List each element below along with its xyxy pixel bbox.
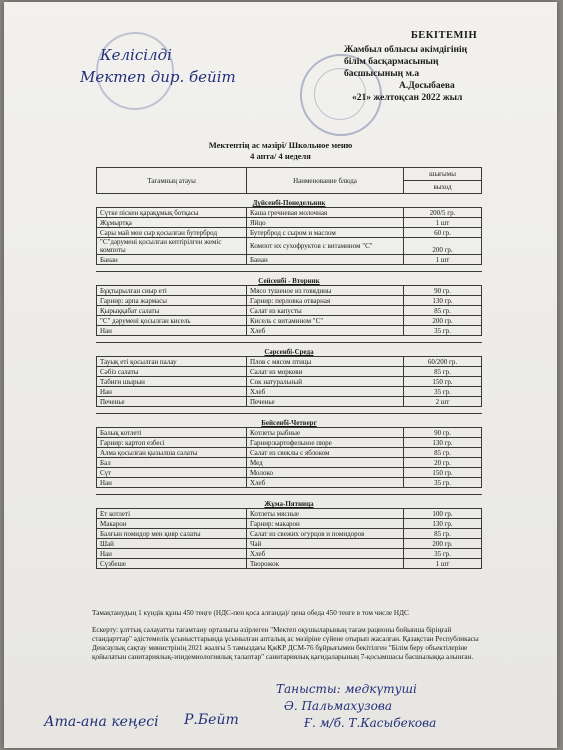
menu-table [96, 167, 482, 569]
table-row [97, 478, 482, 488]
dish-name-ru: Творожок [247, 559, 404, 569]
dish-yield: 1 шт [404, 255, 482, 265]
spacer-cell [97, 336, 482, 343]
table-row [97, 296, 482, 306]
dish-name-kz: Сүзбеше [97, 559, 247, 569]
dish-yield: 85 гр. [404, 529, 482, 539]
dish-name-kz: Гарнир: картоп езбесі [97, 438, 247, 448]
dish-name-kz: Қырыққабат салаты [97, 306, 247, 316]
dish-name-kz: Нан [97, 478, 247, 488]
dish-name-kz: Балғын помидор мен қияр салаты [97, 529, 247, 539]
dish-name-ru: Хлеб [247, 478, 404, 488]
table-row [97, 428, 482, 438]
table-row [97, 387, 482, 397]
spacer-cell [97, 488, 482, 495]
dish-name-kz: Банан [97, 255, 247, 265]
table-row [97, 367, 482, 377]
dish-name-ru: Котлеты рыбные [247, 428, 404, 438]
dish-name-kz: Шай [97, 539, 247, 549]
dish-yield: 85 гр. [404, 306, 482, 316]
column-header-name-kz: Тағамның атауы [97, 168, 247, 194]
table-row [97, 549, 482, 559]
dish-yield: 20 гр. [404, 458, 482, 468]
dish-name-kz: Алма қосылған қызылша салаты [97, 448, 247, 458]
dish-name-ru: Гарнир:картофельное пюре [247, 438, 404, 448]
dish-yield: 90 гр. [404, 428, 482, 438]
dish-name-kz: Бұқтырылған сиыр еті [97, 286, 247, 296]
dish-yield: 85 гр. [404, 367, 482, 377]
table-row [97, 326, 482, 336]
dish-name-ru: Чай [247, 539, 404, 549]
dish-yield: 150 гр. [404, 468, 482, 478]
day-name: Сәрсенбі-Среда [97, 343, 482, 357]
table-row [97, 509, 482, 519]
dish-yield: 85 гр. [404, 448, 482, 458]
table-row [97, 316, 482, 326]
dish-name-kz: Балық котлеті [97, 428, 247, 438]
table-row [97, 438, 482, 448]
menu-title-line1: Мектептің ас мәзірі/ Школьное меню [208, 140, 353, 150]
table-row [97, 228, 482, 238]
day-header-row [97, 414, 482, 428]
menu-title [4, 140, 557, 162]
day-name: Сейсенбі - Вторник [97, 272, 482, 286]
dish-name-ru: Банан [247, 255, 404, 265]
dish-name-kz: Бал [97, 458, 247, 468]
day-header-row [97, 495, 482, 509]
dish-name-ru: Гарнир: макарон [247, 519, 404, 529]
dish-name-ru: Мед [247, 458, 404, 468]
dish-yield: 35 гр. [404, 549, 482, 559]
table-row [97, 208, 482, 218]
dish-yield: 200 гр. [404, 539, 482, 549]
dish-name-ru: Бутерброд с сыром и маслом [247, 228, 404, 238]
day-header-row [97, 343, 482, 357]
dish-name-kz: Ет котлеті [97, 509, 247, 519]
approval-title: БЕКІТЕМІН [410, 30, 478, 41]
day-spacer [97, 336, 482, 343]
dish-yield: 130 гр. [404, 438, 482, 448]
document-page [4, 2, 557, 748]
signature-acquainted: Танысты: медкүтуші [276, 682, 417, 696]
day-name: Дүйсенбі-Понедельник [97, 194, 482, 208]
approval-line2: білім басқармасының [344, 57, 439, 67]
spacer-cell [97, 407, 482, 414]
dish-name-ru: Кисель с витамином "С" [247, 316, 404, 326]
regulation-note: Ескерту: ұлттық салауатты тағамтану орталығы әзірлеген "Мектеп оқушыларының тағам рационы бойынша біріңғай стандарттар" әдістемелік ұсынысттарында ұсынылған апталық ас мәзіріне сүйене отырып жасалған. Қазақстан Республикасы Денсаулық сақтау министрінің 2021 жылғы 5 тамыздағы ҚжКР ДСМ-76 бұйрығымен бекітілген "Білім беру объектілеріне қойылатын санитариялық-эпидемиологиялық талаптар" санитариялық қағидаларының 7-қосымшасы басшылыққа алынған. [92, 626, 479, 661]
table-row [97, 448, 482, 458]
dish-name-ru: Салат из капусты [247, 306, 404, 316]
signature-agreed: Келісілді [100, 46, 172, 64]
day-spacer [97, 407, 482, 414]
dish-name-kz: Нан [97, 549, 247, 559]
dish-name-ru: Компот их сухофруктов с витамином "С" [247, 238, 404, 255]
dish-name-kz: "С"дәрумені қосылған кептірілген жеміс компоты [97, 238, 247, 255]
signature-parent: Р.Бейт [184, 712, 239, 728]
dish-name-ru: Печенье [247, 397, 404, 407]
column-header-yield-bottom: выход [404, 181, 482, 194]
table-row [97, 458, 482, 468]
column-header-name-ru: Наименование блюда [247, 168, 404, 194]
dish-name-kz: Сары май мен сыр қосылған бутерброд [97, 228, 247, 238]
column-header-yield-top: шығымы [404, 168, 482, 181]
approval-block [344, 30, 544, 104]
menu-title-line2: 4 апта/ 4 неделя [250, 151, 311, 161]
table-row [97, 218, 482, 228]
dish-name-kz: Гарнир: арпа жармасы [97, 296, 247, 306]
dish-name-ru: Яйцо [247, 218, 404, 228]
dish-name-kz: Нан [97, 326, 247, 336]
dish-name-kz: Макарон [97, 519, 247, 529]
dish-yield: 200/5 гр. [404, 208, 482, 218]
dish-name-kz: Сүт [97, 468, 247, 478]
table-row [97, 377, 482, 387]
dish-name-ru: Молоко [247, 468, 404, 478]
signature-nurse: Ә. Пальмахузова [284, 699, 392, 713]
dish-yield: 130 гр. [404, 519, 482, 529]
day-header-row [97, 272, 482, 286]
table-row [97, 529, 482, 539]
dish-yield: 35 гр. [404, 326, 482, 336]
approval-date: «21» желтоқсан 2022 жыл [352, 93, 463, 103]
table-row [97, 357, 482, 367]
dish-name-kz: "С" дәрумені қосылған кисель [97, 316, 247, 326]
table-row [97, 559, 482, 569]
signature-stamp-place: Ғ. м/б. Т.Касыбекова [304, 716, 437, 730]
table-row [97, 255, 482, 265]
dish-yield: 100 гр. [404, 509, 482, 519]
dish-name-kz: Сәбіз салаты [97, 367, 247, 377]
day-name: Бейсенбі-Четверг [97, 414, 482, 428]
day-spacer [97, 488, 482, 495]
dish-yield: 130 гр. [404, 296, 482, 306]
dish-yield: 35 гр. [404, 478, 482, 488]
approval-line3: басшысының м.а [344, 69, 420, 79]
dish-name-ru: Салат из свеклы с яблоком [247, 448, 404, 458]
dish-yield: 35 гр. [404, 387, 482, 397]
table-row [97, 519, 482, 529]
dish-yield: 1 шт [404, 218, 482, 228]
dish-yield: 60 гр. [404, 228, 482, 238]
approval-signer: А.Досыбаева [399, 81, 455, 91]
dish-name-kz: Нан [97, 387, 247, 397]
dish-name-ru: Котлеты мясные [247, 509, 404, 519]
dish-yield: 1 шт [404, 559, 482, 569]
signature-director: Мектеп дир. бейіт [80, 68, 236, 86]
dish-yield: 2 шт [404, 397, 482, 407]
table-row [97, 238, 482, 255]
table-row [97, 397, 482, 407]
day-spacer [97, 265, 482, 272]
day-name: Жұма-Пятница [97, 495, 482, 509]
dish-name-ru: Хлеб [247, 549, 404, 559]
dish-name-kz: Жұмыртқа [97, 218, 247, 228]
dish-yield: 150 гр. [404, 377, 482, 387]
approval-line1: Жамбыл облысы әкімдігінің [344, 45, 468, 55]
day-header-row [97, 194, 482, 208]
dish-yield: 200 гр. [404, 238, 482, 255]
dish-name-ru: Сок натуральный [247, 377, 404, 387]
table-row [97, 306, 482, 316]
dish-name-ru: Мясо тушеное из говядины [247, 286, 404, 296]
table-row [97, 286, 482, 296]
dish-name-ru: Плов с мясом птицы [247, 357, 404, 367]
dish-name-ru: Салат из моркови [247, 367, 404, 377]
dish-name-ru: Каша гречневая молочная [247, 208, 404, 218]
price-note: Тамақтанудың 1 күндік құны 450 теңге (НДС-пен қоса алғанда)/ цена обеда 450 тенге в том числе НДС [92, 609, 409, 617]
table-row [97, 539, 482, 549]
dish-name-kz: Печенье [97, 397, 247, 407]
spacer-cell [97, 265, 482, 272]
dish-name-kz: Сүтке піскен қарақұмық ботқасы [97, 208, 247, 218]
dish-name-kz: Тауық еті қосылған палау [97, 357, 247, 367]
table-row [97, 468, 482, 478]
dish-name-ru: Хлеб [247, 387, 404, 397]
signature-parents-council: Ата-ана кеңесі [44, 714, 159, 730]
dish-yield: 60/200 гр. [404, 357, 482, 367]
dish-name-ru: Салат из свежих огурцов и помидоров [247, 529, 404, 539]
dish-name-kz: Табиғи шырын [97, 377, 247, 387]
dish-yield: 90 гр. [404, 286, 482, 296]
dish-name-ru: Гарнир: перловка отварная [247, 296, 404, 306]
dish-yield: 200 гр. [404, 316, 482, 326]
dish-name-ru: Хлеб [247, 326, 404, 336]
